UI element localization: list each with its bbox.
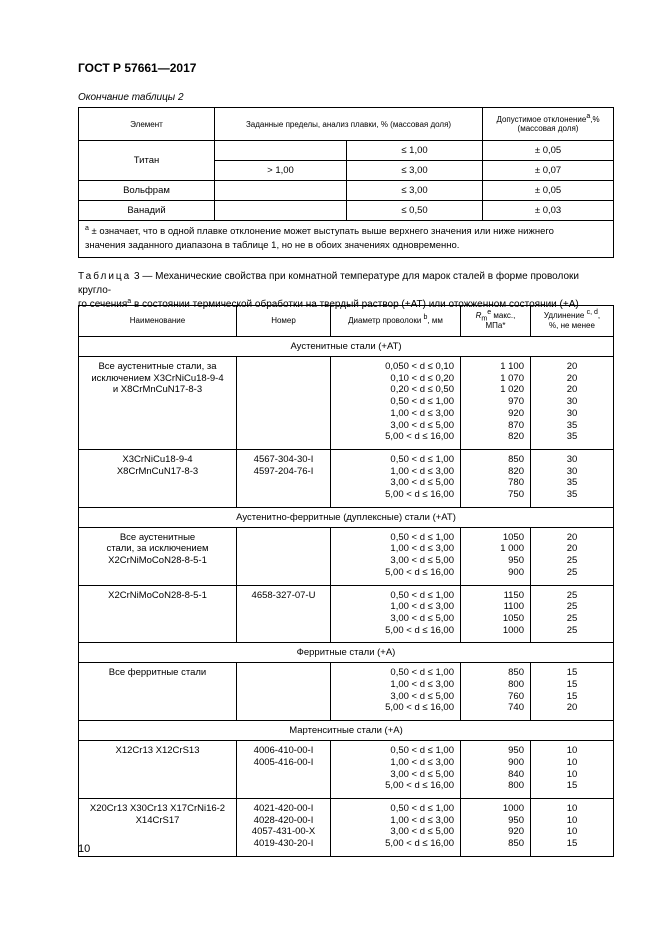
tensile-strength-line: 870 <box>508 419 524 431</box>
elongation-line: 10 <box>566 756 578 768</box>
diameter-cell <box>331 741 461 799</box>
tensile-strength-line: 900 <box>508 756 524 768</box>
elongation-line: 20 <box>566 702 578 714</box>
table3-header-row <box>79 306 614 337</box>
tensile-strength-line: 750 <box>508 489 524 501</box>
steel-name-cell <box>79 741 237 799</box>
steel-number-line: 4597-204-76-I <box>253 465 314 477</box>
section-title: Аустенитно-ферритные (дуплексные) стали (+АТ) <box>79 507 614 527</box>
tensile-strength-line: 1050 <box>502 531 524 543</box>
steel-name-line: Все аустенитные <box>119 531 196 543</box>
elongation-line: 15 <box>566 838 578 850</box>
tensile-strength-line: 780 <box>508 477 524 489</box>
table3-caption: Таблица 3 — Механические свойства при комнатной температуре для марок сталей в форме проволоки кругло- го сечения$^а$ в состоянии термической обработки на твердый раствор (+АТ) или отожженном состоянии (+А) <box>78 271 579 310</box>
table-row <box>79 141 614 161</box>
elongation-cell <box>531 741 614 799</box>
diameter-line: 3,00 < d ≤ 5,00 <box>390 690 454 702</box>
steel-name-line: X20Cr13 X30Cr13 X17CrNi16-2 <box>89 802 226 814</box>
diameter-line: 1,00 < d ≤ 3,00 <box>390 814 454 826</box>
elongation-cell <box>531 798 614 856</box>
elongation-line: 20 <box>566 361 578 372</box>
tensile-strength-cell <box>461 741 531 799</box>
diameter-line: 1,00 < d ≤ 3,00 <box>390 601 454 613</box>
tensile-strength-line: 760 <box>508 690 524 702</box>
tensile-strength-line: 820 <box>508 465 524 477</box>
tensile-strength-line: 1 000 <box>500 543 524 555</box>
table-row <box>79 449 614 507</box>
diameter-line: 0,50 < d ≤ 1,00 <box>390 396 454 408</box>
elongation-line: 15 <box>566 780 578 792</box>
steel-number-cell <box>237 663 331 721</box>
elongation-line: 35 <box>566 489 578 501</box>
diameter-line: 5,00 < d ≤ 16,00 <box>385 702 454 714</box>
steel-name-line: X12Cr13 X12CrS13 <box>115 745 200 757</box>
section-title: Мартенситные стали (+А) <box>79 721 614 741</box>
table-row <box>79 741 614 799</box>
elongation-line: 25 <box>566 601 578 613</box>
steel-name-cell <box>79 798 237 856</box>
steel-name-line: X14CrS17 <box>135 814 180 826</box>
elongation-line: 35 <box>566 419 578 431</box>
diameter-line: 0,50 < d ≤ 1,00 <box>390 667 454 679</box>
element-cell: Ванадий <box>79 201 215 221</box>
table-row <box>79 663 614 721</box>
elongation-line: 25 <box>566 555 578 567</box>
diameter-cell <box>331 357 461 450</box>
steel-name-line: исключением X3CrNiCu18-9-4 <box>91 372 224 384</box>
limit-gt-cell: > 1,00 <box>215 161 347 181</box>
steel-name-line: Все аустенитные стали, за <box>98 361 217 372</box>
steel-name-line: стали, за исключением <box>106 543 209 555</box>
diameter-cell <box>331 798 461 856</box>
header-elongation: Удлинение $^{c, d}$, %, не менее <box>531 306 614 337</box>
diameter-line: 0,50 < d ≤ 1,00 <box>390 802 454 814</box>
diameter-cell <box>331 527 461 585</box>
tensile-strength-line: 850 <box>508 667 524 679</box>
header-diameter: Диаметр проволоки $^b$, мм <box>331 306 461 337</box>
elongation-line: 10 <box>566 814 578 826</box>
page-number: 10 <box>78 843 91 855</box>
elongation-line: 10 <box>566 745 578 757</box>
tensile-strength-line: 1 100 <box>500 361 524 372</box>
tensile-strength-cell <box>461 527 531 585</box>
steel-number-line: 4057-431-00-X <box>251 826 316 838</box>
section-title: Ферритные стали (+А) <box>79 643 614 663</box>
header-name: Наименование <box>79 306 237 337</box>
tolerance-cell: ± 0,07 <box>483 161 614 181</box>
tensile-strength-line: 950 <box>508 814 524 826</box>
tensile-strength-cell <box>461 798 531 856</box>
header-limits: Заданные пределы, анализ плавки, % (массовая доля) <box>215 108 483 141</box>
header-rm: $R_m^e$ макс., МПа* <box>461 306 531 337</box>
diameter-line: 0,10 < d ≤ 0,20 <box>390 372 454 384</box>
diameter-line: 5,00 < d ≤ 16,00 <box>385 431 454 443</box>
steel-name-cell <box>79 449 237 507</box>
section-header-row <box>79 643 614 663</box>
steel-number-line: 4019-430-20-I <box>253 838 314 850</box>
elongation-line: 30 <box>566 396 578 408</box>
diameter-line: 1,00 < d ≤ 3,00 <box>390 679 454 691</box>
tolerance-cell: ± 0,05 <box>483 141 614 161</box>
limit-le-cell: ≤ 1,00 <box>347 141 483 161</box>
diameter-cell <box>331 449 461 507</box>
diameter-line: 0,50 < d ≤ 1,00 <box>390 589 454 601</box>
tensile-strength-line: 1 020 <box>500 384 524 396</box>
document-header: ГОСТ Р 57661—2017 <box>78 61 197 75</box>
diameter-line: 0,20 < d ≤ 0,50 <box>390 384 454 396</box>
tensile-strength-line: 800 <box>508 780 524 792</box>
elongation-line: 25 <box>566 589 578 601</box>
steel-name-line: X2CrNiMoCoN28-8-5-1 <box>108 555 207 567</box>
steel-name-line: X3CrNiCu18-9-4 <box>122 453 193 465</box>
elongation-line: 25 <box>566 566 578 578</box>
steel-number-cell <box>237 449 331 507</box>
tensile-strength-line: 850 <box>508 453 524 465</box>
diameter-line: 3,00 < d ≤ 5,00 <box>390 826 454 838</box>
elongation-line: 10 <box>566 768 578 780</box>
elongation-cell <box>531 449 614 507</box>
steel-name-line: Все ферритные стали <box>108 667 207 679</box>
table-row <box>79 181 614 201</box>
tensile-strength-cell <box>461 663 531 721</box>
tensile-strength-line: 1150 <box>503 589 524 601</box>
limit-gt-cell <box>215 201 347 221</box>
diameter-line: 0,50 < d ≤ 1,00 <box>390 745 454 757</box>
steel-name-cell <box>79 663 237 721</box>
diameter-line: 3,00 < d ≤ 5,00 <box>390 555 454 567</box>
steel-number-line: 4006-410-00-I <box>253 745 314 757</box>
diameter-line: 5,00 < d ≤ 16,00 <box>385 566 454 578</box>
tensile-strength-line: 1000 <box>502 624 524 636</box>
steel-number-line: 4567-304-30-I <box>253 453 314 465</box>
elongation-line: 35 <box>566 477 578 489</box>
diameter-line: 1,00 < d ≤ 3,00 <box>390 543 454 555</box>
tensile-strength-line: 950 <box>508 745 524 757</box>
table2 <box>78 107 614 258</box>
tensile-strength-line: 970 <box>508 396 524 408</box>
tensile-strength-line: 840 <box>508 768 524 780</box>
steel-number-cell <box>237 585 331 643</box>
elongation-line: 10 <box>566 802 578 814</box>
elongation-line: 25 <box>566 612 578 624</box>
diameter-line: 1,00 < d ≤ 3,00 <box>390 465 454 477</box>
steel-name-cell <box>79 585 237 643</box>
steel-name-line: X2CrNiMoCoN28-8-5-1 <box>108 589 207 601</box>
tensile-strength-line: 920 <box>508 826 524 838</box>
elongation-line: 30 <box>566 465 578 477</box>
tensile-strength-line: 850 <box>508 838 524 850</box>
diameter-line: 3,00 < d ≤ 5,00 <box>390 477 454 489</box>
table2-header-row <box>79 108 614 141</box>
section-header-row <box>79 337 614 357</box>
diameter-line: 1,00 < d ≤ 3,00 <box>390 407 454 419</box>
elongation-line: 20 <box>566 372 578 384</box>
table-row <box>79 357 614 450</box>
limit-le-cell: ≤ 0,50 <box>347 201 483 221</box>
elongation-line: 15 <box>566 667 578 679</box>
elongation-cell <box>531 357 614 450</box>
elongation-line: 15 <box>566 679 578 691</box>
elongation-line: 20 <box>566 384 578 396</box>
tensile-strength-line: 800 <box>508 679 524 691</box>
tensile-strength-cell <box>461 585 531 643</box>
section-header-row <box>79 721 614 741</box>
steel-number-line: 4021-420-00-I <box>253 802 314 814</box>
steel-name-line: X8CrMnCuN17-8-3 <box>116 465 199 477</box>
tensile-strength-line: 1 070 <box>500 372 524 384</box>
limit-gt-cell <box>215 141 347 161</box>
header-element: Элемент <box>79 108 215 141</box>
elongation-line: 30 <box>566 453 578 465</box>
table2-footnote-row <box>79 221 614 258</box>
diameter-line: 5,00 < d ≤ 16,00 <box>385 489 454 501</box>
elongation-cell <box>531 663 614 721</box>
tensile-strength-cell <box>461 357 531 450</box>
table2-caption: Окончание таблицы 2 <box>78 92 184 103</box>
header-tolerance: Допустимое отклонение$^а$,% (массовая доля) <box>483 108 614 141</box>
tensile-strength-line: 920 <box>508 407 524 419</box>
tolerance-cell: ± 0,05 <box>483 181 614 201</box>
diameter-line: 0,50 < d ≤ 1,00 <box>390 531 454 543</box>
tensile-strength-cell <box>461 449 531 507</box>
diameter-line: 3,00 < d ≤ 5,00 <box>390 419 454 431</box>
diameter-line: 5,00 < d ≤ 16,00 <box>385 780 454 792</box>
elongation-line: 30 <box>566 407 578 419</box>
diameter-cell <box>331 663 461 721</box>
steel-number-line: 4028-420-00-I <box>253 814 314 826</box>
diameter-line: 0,050 < d ≤ 0,10 <box>385 361 454 372</box>
diameter-line: 3,00 < d ≤ 5,00 <box>390 768 454 780</box>
diameter-line: 3,00 < d ≤ 5,00 <box>390 612 454 624</box>
elongation-line: 25 <box>566 624 578 636</box>
steel-number-line: 4005-416-00-I <box>253 756 314 768</box>
table3-body <box>79 306 614 857</box>
steel-name-cell <box>79 357 237 450</box>
tensile-strength-line: 820 <box>508 431 524 443</box>
table-row <box>79 527 614 585</box>
elongation-line: 20 <box>566 531 578 543</box>
steel-number-cell <box>237 741 331 799</box>
diameter-cell <box>331 585 461 643</box>
element-cell: Титан <box>79 141 215 181</box>
header-number: Номер <box>237 306 331 337</box>
elongation-line: 20 <box>566 543 578 555</box>
tensile-strength-line: 900 <box>508 566 524 578</box>
diameter-line: 0,50 < d ≤ 1,00 <box>390 453 454 465</box>
section-title: Аустенитные стали (+АТ) <box>79 337 614 357</box>
steel-name-line: и X8CrMnCuN17-8-3 <box>112 384 203 396</box>
tensile-strength-line: 1000 <box>502 802 524 814</box>
tensile-strength-line: 1100 <box>503 601 524 613</box>
element-cell: Вольфрам <box>79 181 215 201</box>
elongation-line: 35 <box>566 431 578 443</box>
table-row <box>79 201 614 221</box>
tensile-strength-line: 740 <box>508 702 524 714</box>
elongation-line: 15 <box>566 690 578 702</box>
steel-number-line: 4658-327-07-U <box>251 589 316 601</box>
elongation-cell <box>531 585 614 643</box>
steel-name-cell <box>79 527 237 585</box>
steel-number-cell <box>237 357 331 450</box>
limit-le-cell: ≤ 3,00 <box>347 161 483 181</box>
limit-le-cell: ≤ 3,00 <box>347 181 483 201</box>
limit-gt-cell <box>215 181 347 201</box>
steel-number-cell <box>237 527 331 585</box>
section-header-row <box>79 507 614 527</box>
tensile-strength-line: 950 <box>508 555 524 567</box>
diameter-line: 5,00 < d ≤ 16,00 <box>385 624 454 636</box>
tolerance-cell: ± 0,03 <box>483 201 614 221</box>
elongation-cell <box>531 527 614 585</box>
diameter-line: 5,00 < d ≤ 16,00 <box>385 838 454 850</box>
table3 <box>78 305 614 857</box>
tensile-strength-line: 1050 <box>502 612 524 624</box>
table-row <box>79 585 614 643</box>
elongation-line: 10 <box>566 826 578 838</box>
diameter-line: 1,00 < d ≤ 3,00 <box>390 756 454 768</box>
steel-number-cell <box>237 798 331 856</box>
table-row <box>79 798 614 856</box>
table2-footnote: $^а$ ± означает, что в одной плавке отклонение может выступать выше верхнего значения или ниже нижнего значения заданного диапазона в таблице 1, но не в обоих значениях одновременно. <box>79 221 614 258</box>
